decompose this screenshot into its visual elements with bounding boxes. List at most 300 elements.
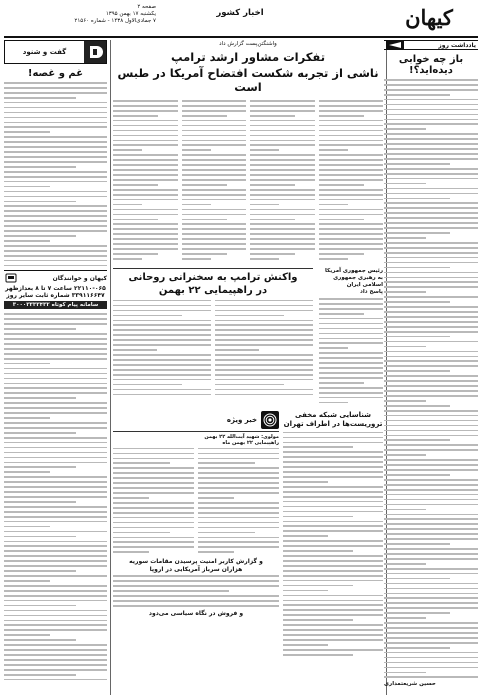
text-line	[384, 380, 478, 382]
text-line	[113, 359, 211, 361]
text-line	[283, 516, 353, 518]
text-line	[384, 533, 478, 535]
text-line	[283, 545, 383, 547]
text-line	[384, 612, 450, 614]
text-line	[384, 469, 478, 471]
text-line	[283, 521, 383, 523]
text-line	[250, 174, 315, 176]
text-line	[319, 209, 384, 211]
text-line	[319, 357, 383, 359]
text-line	[384, 316, 478, 318]
text-line	[4, 136, 107, 138]
text-line	[113, 258, 142, 260]
text-line	[113, 320, 211, 322]
text-line	[319, 120, 384, 122]
text-line	[198, 467, 279, 469]
text-line	[319, 204, 348, 206]
text-line	[319, 372, 383, 374]
lead-headline-2: ناشی از تجربه شکست افتضاح آمریکا در طبس است	[117, 66, 379, 94]
text-line	[113, 344, 211, 346]
text-line	[283, 461, 383, 463]
text-line	[113, 448, 194, 450]
text-line	[384, 341, 478, 343]
text-line	[283, 614, 383, 616]
text-line	[113, 169, 178, 171]
text-line	[384, 202, 478, 204]
text-line	[4, 560, 107, 562]
text-line	[113, 595, 279, 597]
text-line	[384, 583, 478, 585]
text-column	[113, 300, 211, 399]
text-line	[4, 107, 107, 109]
text-line	[384, 420, 478, 422]
text-line	[283, 624, 383, 626]
text-line	[250, 110, 315, 112]
phone-box	[4, 270, 107, 309]
text-line	[384, 597, 478, 599]
text-line	[113, 522, 194, 524]
text-line	[319, 214, 384, 216]
text-line	[319, 402, 348, 404]
text-line	[4, 387, 107, 389]
text-line	[113, 590, 229, 592]
text-line	[250, 248, 315, 250]
text-line	[182, 149, 211, 151]
text-column	[182, 100, 247, 266]
text-line	[198, 472, 279, 474]
text-column	[250, 100, 315, 266]
text-line	[4, 112, 107, 114]
text-line	[384, 99, 478, 101]
text-line	[113, 248, 178, 250]
text-line	[384, 676, 478, 678]
text-line	[4, 511, 107, 513]
text-line	[384, 484, 478, 486]
text-line	[319, 149, 348, 151]
text-line	[283, 535, 328, 537]
text-line	[384, 657, 478, 659]
column-header	[384, 40, 478, 50]
text-line	[113, 135, 178, 137]
text-line	[182, 144, 247, 146]
text-line	[4, 122, 107, 124]
text-line	[319, 258, 348, 260]
text-line	[384, 662, 478, 664]
interview-body	[4, 82, 107, 266]
text-line	[283, 550, 353, 552]
text-line	[4, 570, 76, 572]
text-line	[113, 243, 178, 245]
text-line	[4, 358, 107, 360]
text-line	[250, 214, 315, 216]
text-line	[113, 184, 158, 186]
text-line	[250, 120, 315, 122]
text-line	[215, 374, 313, 376]
text-line	[113, 546, 194, 548]
text-line	[182, 223, 247, 225]
text-line	[113, 458, 194, 460]
text-line	[113, 223, 178, 225]
text-line	[182, 110, 247, 112]
text-line	[182, 100, 247, 102]
text-line	[283, 466, 383, 468]
text-line	[384, 336, 450, 338]
text-line	[113, 575, 279, 577]
text-line	[283, 481, 328, 483]
text-line	[283, 446, 353, 448]
text-line	[4, 255, 107, 257]
text-line	[319, 387, 383, 389]
text-line	[319, 238, 384, 240]
text-line	[319, 347, 348, 349]
text-line	[250, 189, 315, 191]
text-line	[4, 235, 76, 237]
text-line	[4, 363, 50, 365]
text-line	[384, 207, 478, 209]
text-column	[215, 300, 313, 399]
text-line	[215, 394, 313, 396]
text-line	[113, 130, 178, 132]
text-line	[384, 286, 478, 288]
interview-box-title: گفت و شنود	[22, 48, 67, 56]
text-line	[384, 375, 478, 377]
text-line	[283, 595, 383, 597]
text-line	[250, 154, 315, 156]
text-line	[319, 169, 384, 171]
text-line	[198, 477, 279, 479]
text-line	[283, 496, 383, 498]
text-line	[384, 281, 478, 283]
text-line	[4, 536, 76, 538]
text-line	[384, 637, 478, 639]
text-line	[4, 580, 50, 582]
text-line	[113, 194, 178, 196]
phone-line-2: ۳۳۹۱۱۶۶۴۷ شماره ثابت سایر روز	[6, 292, 105, 300]
text-line	[4, 664, 107, 666]
text-line	[4, 491, 107, 493]
text-line	[215, 389, 313, 391]
text-line	[113, 310, 211, 312]
text-line	[319, 110, 384, 112]
text-line	[4, 215, 107, 217]
text-line	[215, 354, 313, 356]
text-line	[319, 189, 384, 191]
text-line	[384, 622, 478, 624]
center-columns	[113, 40, 383, 659]
text-line	[4, 669, 107, 671]
text-line	[283, 619, 353, 621]
text-line	[250, 130, 315, 132]
phone-icon	[4, 273, 18, 283]
text-line	[113, 580, 279, 582]
lead-story-body	[113, 100, 383, 266]
text-line	[113, 364, 211, 366]
text-line	[384, 138, 478, 140]
sms-banner: سامانه پیام کوتاه ۳۰۰۰۳۳۳۳۴۳۲	[4, 301, 107, 309]
text-line	[250, 238, 315, 240]
text-line	[113, 140, 178, 142]
text-line	[319, 194, 384, 196]
interview-box-header	[4, 40, 107, 64]
text-line	[113, 487, 194, 489]
text-line	[283, 555, 383, 557]
text-line	[319, 159, 384, 161]
text-line	[319, 184, 364, 186]
text-line	[384, 588, 478, 590]
text-line	[113, 339, 211, 341]
text-line	[283, 654, 353, 656]
text-line	[113, 110, 178, 112]
text-line	[113, 600, 279, 602]
page-info	[6, 4, 156, 25]
text-line	[4, 260, 107, 262]
text-line	[113, 502, 194, 504]
text-line	[283, 570, 383, 572]
text-line	[113, 149, 142, 151]
story-kicker: واشنگتن‌پست گزارش داد	[219, 41, 277, 47]
text-line	[198, 512, 279, 514]
text-line	[319, 318, 383, 320]
text-line	[4, 427, 107, 429]
text-line	[4, 397, 76, 399]
text-line	[4, 141, 107, 143]
text-line	[4, 565, 107, 567]
text-line	[113, 209, 178, 211]
caption-1: مولوی: شهید آیت‌الله ۲۲ بهمن	[204, 433, 279, 440]
text-line	[182, 238, 247, 240]
text-line	[319, 223, 384, 225]
text-line	[198, 546, 279, 548]
text-line	[113, 144, 178, 146]
issue-line: ۷ جمادی‌الاول ۱۴۳۸ - شماره ۲۱۵۶۰	[74, 18, 156, 24]
text-line	[113, 349, 157, 351]
text-line	[384, 553, 478, 555]
text-line	[4, 373, 107, 375]
text-line	[384, 370, 450, 372]
text-line	[250, 100, 315, 102]
text-line	[384, 425, 478, 427]
text-line	[182, 154, 247, 156]
text-line	[182, 253, 227, 255]
arrow-icon	[386, 41, 404, 49]
lead-headline-1: تفکرات مشاور ارشد ترامپ	[170, 50, 326, 64]
text-line	[113, 159, 178, 161]
text-line	[113, 541, 194, 543]
text-line	[283, 575, 383, 577]
text-line	[113, 125, 178, 127]
text-line	[215, 339, 313, 341]
text-line	[384, 607, 478, 609]
text-line	[4, 644, 107, 646]
reaction-intro-1: رئیس جمهوری آمریکا به رهبری جمهوری اسلامی ایران	[324, 268, 383, 288]
text-line	[113, 115, 158, 117]
text-line	[4, 146, 107, 148]
text-line	[384, 331, 478, 333]
text-line	[182, 243, 247, 245]
text-line	[113, 164, 178, 166]
text-line	[198, 487, 279, 489]
text-column	[283, 432, 383, 656]
text-line	[113, 605, 279, 607]
text-line	[4, 407, 107, 409]
text-line	[319, 219, 364, 221]
text-line	[182, 209, 247, 211]
text-line	[215, 329, 313, 331]
text-line	[4, 220, 107, 222]
text-line	[4, 97, 76, 99]
masthead	[0, 0, 482, 36]
text-line	[319, 377, 383, 379]
text-line	[384, 514, 478, 516]
text-line	[283, 471, 383, 473]
text-line	[384, 247, 478, 249]
text-line	[182, 179, 247, 181]
text-line	[4, 176, 107, 178]
text-line	[113, 154, 178, 156]
text-line	[4, 191, 107, 193]
text-line	[283, 600, 383, 602]
text-line	[4, 117, 107, 119]
text-line	[4, 624, 107, 626]
text-line	[319, 154, 384, 156]
text-line	[384, 538, 478, 540]
phone-box-title: کیهان و خوانندگان	[52, 274, 107, 282]
text-line	[384, 454, 426, 456]
text-line	[319, 243, 384, 245]
text-line	[384, 632, 478, 634]
text-line	[113, 467, 194, 469]
text-line	[319, 367, 383, 369]
text-line	[250, 228, 315, 230]
text-line	[113, 507, 194, 509]
text-line	[384, 617, 426, 619]
text-line	[283, 580, 383, 582]
reaction-headline-1: واکنش ترامپ به سخنرانی روحانی	[128, 271, 298, 283]
text-line	[113, 204, 142, 206]
text-line	[4, 575, 107, 577]
text-line	[4, 323, 107, 325]
text-line	[283, 634, 383, 636]
text-line	[250, 223, 315, 225]
text-line	[319, 105, 384, 107]
text-line	[4, 422, 107, 424]
text-line	[4, 378, 107, 380]
column-divider	[110, 40, 111, 695]
text-line	[4, 186, 50, 188]
text-line	[113, 537, 194, 539]
text-line	[283, 644, 328, 646]
text-line	[182, 125, 247, 127]
text-line	[4, 506, 107, 508]
text-line	[4, 541, 107, 543]
text-line	[198, 502, 279, 504]
text-line	[384, 360, 478, 362]
text-line	[215, 310, 313, 312]
special-news-header	[113, 411, 279, 432]
text-line	[384, 257, 478, 259]
text-line	[215, 315, 284, 317]
text-line	[250, 159, 315, 161]
editorial-body	[384, 79, 478, 678]
text-line	[4, 151, 107, 153]
text-line	[319, 135, 384, 137]
text-line	[4, 240, 50, 242]
text-line	[215, 364, 313, 366]
text-line	[182, 258, 211, 260]
arrest-line: هزاران سرباز آمریکایی در اروپا	[149, 566, 243, 574]
text-line	[198, 492, 279, 494]
text-line	[250, 233, 315, 235]
text-line	[182, 214, 247, 216]
text-line	[4, 466, 76, 468]
text-line	[384, 548, 478, 550]
section-title: اخبار کشور	[216, 8, 264, 18]
text-line	[283, 451, 383, 453]
text-line	[113, 354, 211, 356]
text-line	[319, 130, 384, 132]
text-line	[250, 253, 295, 255]
text-line	[4, 585, 107, 587]
text-line	[384, 227, 478, 229]
text-line	[250, 169, 315, 171]
text-line	[4, 437, 107, 439]
text-line	[250, 149, 279, 151]
text-line	[4, 201, 76, 203]
text-line	[384, 89, 478, 91]
text-line	[283, 437, 383, 439]
text-column	[319, 100, 384, 266]
text-line	[4, 156, 107, 158]
text-line	[4, 629, 107, 631]
text-line	[4, 230, 107, 232]
special-news-label: خبر ویژه	[226, 415, 257, 424]
text-line	[4, 318, 107, 320]
text-line	[319, 328, 383, 330]
text-line	[182, 219, 227, 221]
text-line	[384, 212, 478, 214]
text-column	[113, 575, 279, 606]
text-line	[384, 435, 478, 437]
text-line	[384, 183, 426, 185]
text-line	[319, 362, 383, 364]
text-line	[198, 448, 279, 450]
text-line	[384, 119, 478, 121]
text-line	[113, 253, 158, 255]
text-line	[384, 568, 478, 570]
text-line	[182, 204, 211, 206]
text-line	[182, 199, 247, 201]
text-line	[283, 540, 383, 542]
text-line	[384, 672, 426, 674]
text-line	[113, 174, 178, 176]
text-line	[4, 659, 107, 661]
text-line	[250, 219, 295, 221]
text-line	[4, 447, 107, 449]
text-line	[384, 627, 478, 629]
text-line	[4, 92, 107, 94]
text-line	[384, 563, 426, 565]
text-line	[319, 333, 383, 335]
text-line	[4, 481, 107, 483]
special-news	[113, 411, 279, 659]
text-line	[283, 585, 353, 587]
text-line	[113, 551, 149, 553]
text-line	[113, 105, 178, 107]
text-line	[384, 558, 478, 560]
text-line	[384, 198, 450, 200]
text-line	[113, 477, 194, 479]
speech-logo-icon	[84, 41, 106, 63]
